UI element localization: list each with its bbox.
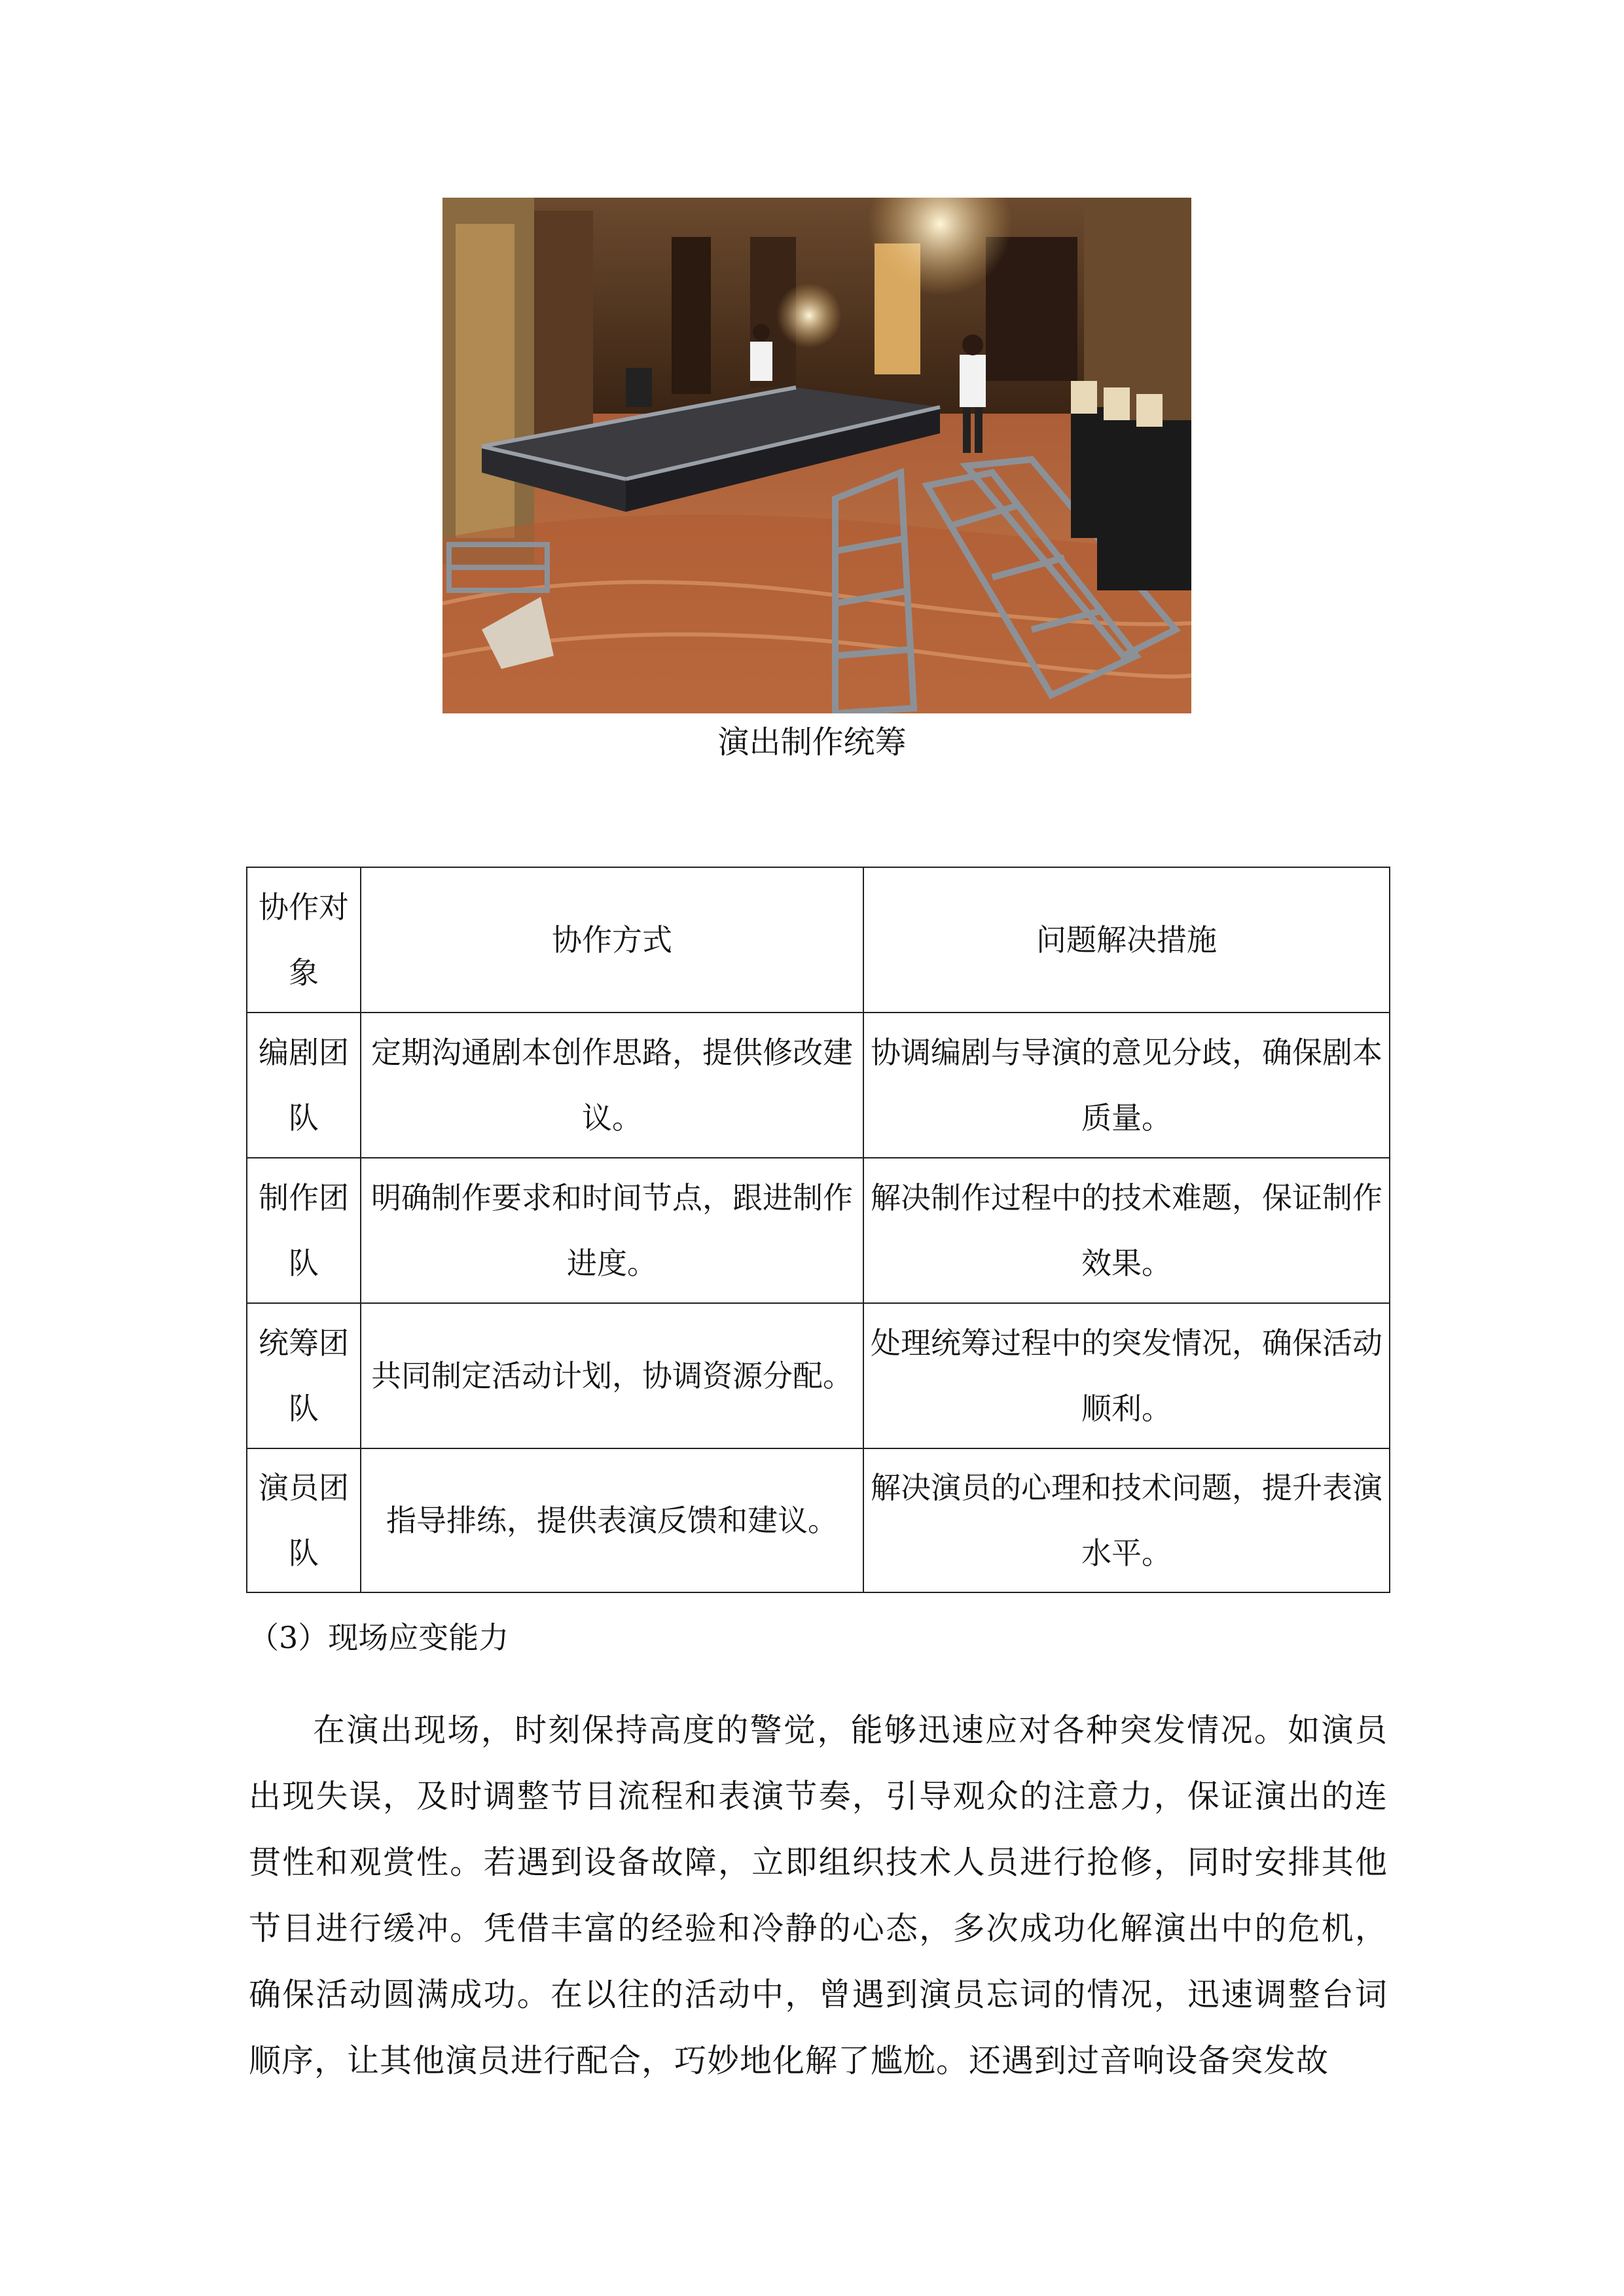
table-cell: 解决制作过程中的技术难题，保证制作效果。 — [863, 1158, 1390, 1303]
table-cell: 统筹团队 — [247, 1303, 361, 1448]
table-cell: 共同制定活动计划，协调资源分配。 — [361, 1303, 863, 1448]
header-cell-solution: 问题解决措施 — [863, 867, 1390, 1013]
table-row — [247, 1158, 1390, 1303]
collaboration-table — [246, 867, 1390, 1593]
table-cell: 明确制作要求和时间节点，跟进制作进度。 — [361, 1158, 863, 1303]
table-row — [247, 1013, 1390, 1158]
table-cell: 编剧团队 — [247, 1013, 361, 1158]
table-cell: 演员团队 — [247, 1448, 361, 1592]
table-cell: 制作团队 — [247, 1158, 361, 1303]
section-heading: （3）现场应变能力 — [249, 1620, 509, 1655]
table-cell: 处理统筹过程中的突发情况，确保活动顺利。 — [863, 1303, 1390, 1448]
stage-setup-photo — [442, 198, 1191, 713]
section-paragraph: 在演出现场，时刻保持高度的警觉，能够迅速应对各种突发情况。如演员出现失误，及时调整节目流程和表演节奏，引导观众的注意力，保证演出的连贯性和观赏性。若遇到设备故障，立即组织技术人员进行抢修，同时安排其他节目进行缓冲。凭借丰富的经验和冷静的心态，多次成功化解演出中的危机，确保活动圆满成功。在以往的活动中，曾遇到演员忘词的情况，迅速调整台词顺序，让其他演员进行配合，巧妙地化解了尴尬。还遇到过音响设备突发故 — [249, 1712, 1388, 2079]
header-cell-target: 协作对象 — [247, 867, 361, 1013]
table-header-row — [247, 867, 1390, 1013]
table-cell: 指导排练，提供表演反馈和建议。 — [361, 1448, 863, 1592]
table-row — [247, 1303, 1390, 1448]
table-cell: 解决演员的心理和技术问题，提升表演水平。 — [863, 1448, 1390, 1592]
stage-setup-illustration — [442, 198, 1191, 713]
figure-caption: 演出制作统筹 — [717, 724, 907, 761]
table-cell: 协调编剧与导演的意见分歧，确保剧本质量。 — [863, 1013, 1390, 1158]
header-cell-method: 协作方式 — [361, 867, 863, 1013]
table-row — [247, 1448, 1390, 1592]
table-cell: 定期沟通剧本创作思路，提供修改建议。 — [361, 1013, 863, 1158]
